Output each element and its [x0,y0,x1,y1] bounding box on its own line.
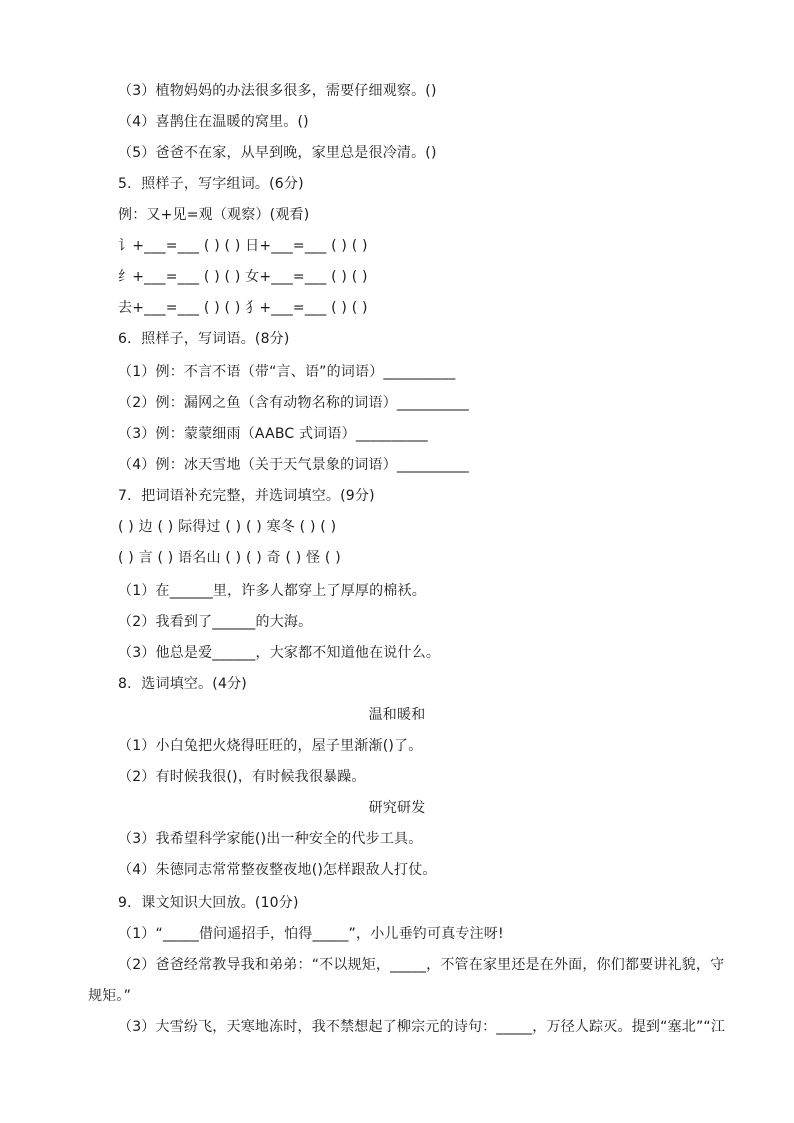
word-choice-label-1: 温和暖和 [368,707,426,723]
question-5-row-1: 讠+___=___ ( ) ( ) 日+___=___ ( ) ( ) [118,238,368,254]
question-5-row-3: 去+___=___ ( ) ( ) 犭+___=___ ( ) ( ) [118,300,368,316]
question-6-item-4: （4）例：冰天雪地（关于天气景象的词语）__________ [118,457,469,473]
item-5-home-cold: （5）爸爸不在家，从早到晚，家里总是很冷清。() [118,145,437,161]
question-7-fill-3: （3）他总是爱______，大家都不知道他在说什么。 [118,645,441,661]
question-7-heading: 7．把词语补充完整，并选词填空。(9分) [118,488,375,504]
question-6-item-3: （3）例：蒙蒙细雨（AABC 式词语）__________ [118,426,428,442]
question-5-row-2: 纟+___=___ ( ) ( ) 女+___=___ ( ) ( ) [118,269,368,285]
question-9-item-1: （1）“_____借问遥招手，怕得_____”，小儿垂钓可真专注呀! [118,926,504,942]
question-9-item-2-continued: 规矩。” [88,988,132,1004]
word-choice-label-2: 研究研发 [368,800,426,816]
question-8-word-choice-1 [0,706,794,724]
question-7-fill-1: （1）在______里，许多人都穿上了厚厚的棉袄。 [118,583,426,599]
question-9-heading: 9．课文知识大回放。(10分) [118,895,299,911]
item-4-magpie-nest: （4）喜鹊住在温暖的窝里。() [118,114,309,130]
item-3-plant-mothers: （3）植物妈妈的办法很多很多，需要仔细观察。() [118,83,437,99]
question-8-fill-2: （2）有时候我很()，有时候我很暴躁。 [118,769,366,785]
question-6-item-2: （2）例：漏网之鱼（含有动物名称的词语）__________ [118,395,469,411]
question-8-fill-3: （3）我希望科学家能()出一种安全的代步工具。 [118,831,423,847]
question-9-item-3: （3）大雪纷飞，天寒地冻时，我不禁想起了柳宗元的诗句：_____，万径人踪灭。提到“塞北”“江 [118,1019,726,1035]
question-8-word-choice-2 [0,799,794,817]
question-7-words-row-1: ( ) 边 ( ) 际得过 ( ) ( ) 寒冬 ( ) ( ) [118,519,337,535]
question-9-item-2: （2）爸爸经常教导我和弟弟：“不以规矩，_____，不管在家里还是在外面，你们都要讲礼貌，守 [118,957,725,973]
question-7-fill-2: （2）我看到了______的大海。 [118,614,313,630]
question-8-heading: 8．选词填空。(4分) [118,676,247,692]
question-7-words-row-2: ( ) 言 ( ) 语名山 ( ) ( ) 奇 ( ) 怪 ( ) [118,550,341,566]
question-6-item-1: （1）例：不言不语（带“言、语”的词语）__________ [118,364,456,380]
question-6-heading: 6．照样子，写词语。(8分) [118,331,290,347]
question-5-heading: 5．照样子，写字组词。(6分) [118,176,304,192]
question-8-fill-1: （1）小白兔把火烧得旺旺的，屋子里渐渐()了。 [118,738,423,754]
question-8-fill-4: （4）朱德同志常常整夜整夜地()怎样跟敌人打仗。 [118,862,437,878]
question-5-example: 例：又+见=观（观察）(观看) [118,207,310,223]
